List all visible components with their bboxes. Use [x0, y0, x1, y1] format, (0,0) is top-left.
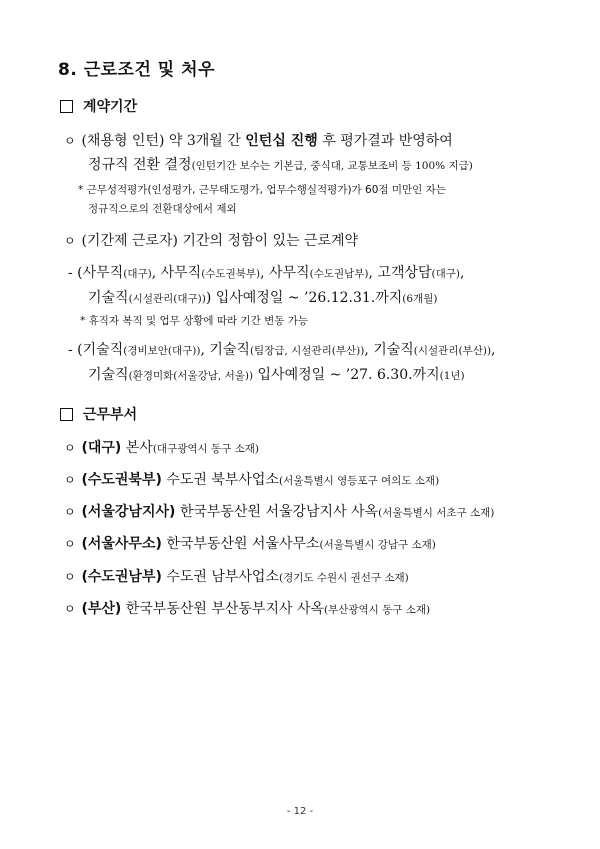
dept-item: ㅇ (부산) 한국부동산원 부산동부지사 사옥(부산광역시 동구 소재)	[64, 601, 431, 617]
circle-bullet-icon: ㅇ	[64, 570, 76, 584]
dept-item: ㅇ (대구) 본사(대구광역시 동구 소재)	[64, 440, 259, 456]
contract-note-evaluation-line2: 정규직으로의 전환대상에서 제외	[88, 203, 237, 215]
contract-note-leave: * 휴직자 복직 및 업무 상황에 따라 기간 변동 가능	[80, 315, 309, 327]
circle-bullet-icon: ㅇ	[64, 537, 76, 551]
contract-intern-line2: 정규직 전환 결정(인턴기간 보수는 기본급, 중식대, 교통보조비 등 100% 지급)	[88, 157, 473, 173]
contract-bullet-intern: ㅇ (채용형 인턴) 약 3개월 간 인턴십 진행 후 평가결과 반영하여	[64, 133, 453, 149]
circle-bullet-icon: ㅇ	[64, 441, 76, 455]
section-contract-heading	[60, 96, 137, 116]
dept-item: ㅇ (수도권북부) 수도권 북부사업소(서울특별시 영등포구 여의도 소재)	[64, 472, 440, 488]
circle-bullet-icon: ㅇ	[64, 505, 76, 519]
checkbox-square-icon	[60, 100, 73, 113]
contract-bullet-fixed-term: ㅇ (기간제 근로자) 기간의 정함이 있는 근로계약	[64, 233, 359, 249]
section-dept-heading	[60, 404, 137, 424]
page-title: 8. 근로조건 및 처우	[58, 60, 215, 80]
circle-bullet-icon: ㅇ	[64, 234, 76, 248]
dept-item: ㅇ (서울강남지사) 한국부동산원 서울강남지사 사옥(서울특별시 서초구 소재)	[64, 504, 495, 520]
circle-bullet-icon: ㅇ	[64, 602, 76, 616]
contract-dash-office-line1: - (사무직(대구), 사무직(수도권북부), 사무직(수도권남부), 고객상담(대구),	[68, 265, 465, 281]
circle-bullet-icon: ㅇ	[64, 473, 76, 487]
dept-item: ㅇ (서울사무소) 한국부동산원 서울사무소(서울특별시 강남구 소재)	[64, 536, 436, 552]
contract-note-evaluation: * 근무성적평가(인성평가, 근무태도평가, 업무수행실적평가)가 60점 미만인 자는	[78, 184, 446, 196]
page-number: - 12 -	[286, 806, 314, 817]
dept-item: ㅇ (수도권남부) 수도권 남부사업소(경기도 수원시 권선구 소재)	[64, 569, 409, 585]
contract-dash-tech-line2: 기술직(환경미화(서울강남, 서울)) 입사예정일 ~ ’27. 6.30.까지(1년)	[88, 367, 465, 383]
contract-dash-tech-line1: - (기술직(경비보안(대구)), 기술직(팀장급, 시설관리(부산)), 기술직(시설관리(부산)),	[68, 342, 496, 358]
section-contract-label: 계약기간	[83, 99, 138, 115]
contract-dash-office-line2: 기술직(시설관리(대구))) 입사예정일 ~ ’26.12.31.까지(6개월)	[88, 290, 438, 306]
section-dept-label: 근무부서	[83, 407, 138, 423]
circle-bullet-icon: ㅇ	[64, 134, 76, 148]
checkbox-square-icon	[60, 408, 73, 421]
